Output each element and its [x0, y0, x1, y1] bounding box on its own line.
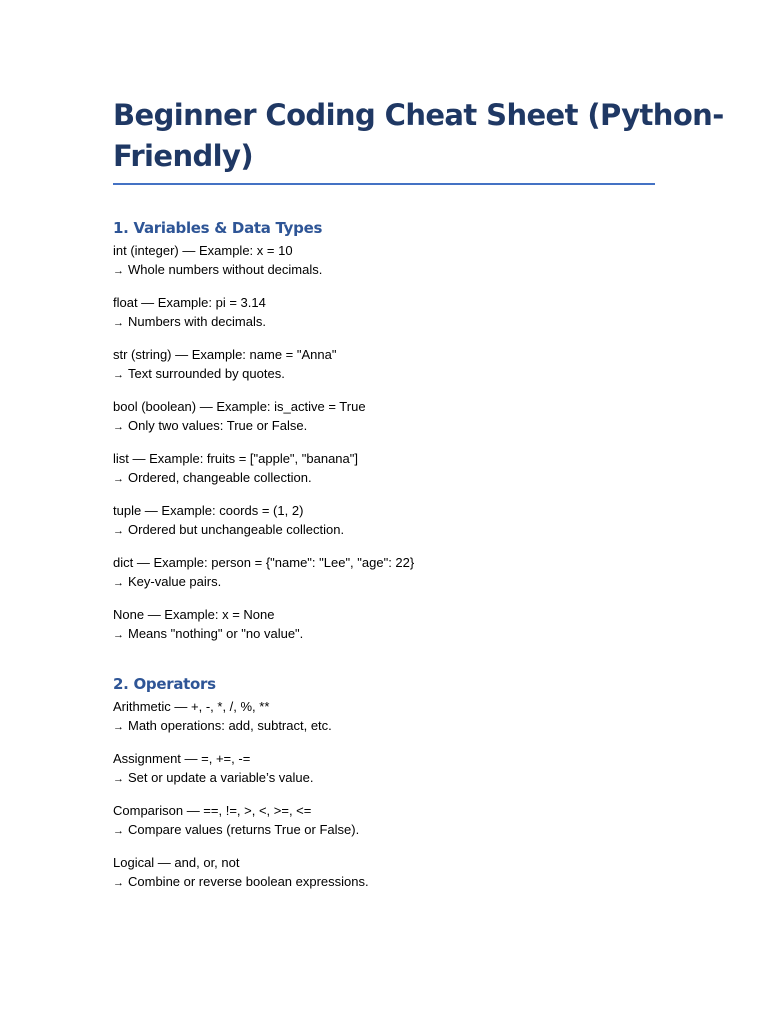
arrow-icon: → [113, 825, 124, 837]
arrow-icon: → [113, 773, 124, 785]
entry-description: Combine or reverse boolean expressions. [128, 874, 369, 889]
entry-term: None — Example: x = None [113, 607, 275, 622]
entry-description: Math operations: add, subtract, etc. [128, 718, 332, 733]
title-divider [113, 183, 655, 185]
entry-description: Means "nothing" or "no value". [128, 626, 304, 641]
entry-description: Set or update a variable’s value. [128, 770, 314, 785]
entry-description: Ordered but unchangeable collection. [128, 522, 345, 537]
section-heading-operators: 2. Operators [113, 675, 216, 693]
entry-tuple [113, 501, 655, 541]
entry-none [113, 605, 655, 645]
entry-term: Assignment — =, +=, -= [113, 751, 251, 766]
entry-term: bool (boolean) — Example: is_active = True [113, 399, 366, 414]
arrow-icon: → [113, 877, 124, 889]
section-variables [113, 241, 655, 645]
entry-description: Only two values: True or False. [128, 418, 308, 433]
entry-term: float — Example: pi = 3.14 [113, 295, 266, 310]
entry-term: Logical — and, or, not [113, 855, 240, 870]
entry-str [113, 345, 655, 385]
entry-description: Numbers with decimals. [128, 314, 266, 329]
entry-bool [113, 397, 655, 437]
entry-description: Text surrounded by quotes. [128, 366, 285, 381]
entry-term: int (integer) — Example: x = 10 [113, 243, 293, 258]
entry-dict [113, 553, 655, 593]
entry-float [113, 293, 655, 333]
arrow-icon: → [113, 317, 124, 329]
arrow-icon: → [113, 629, 124, 641]
entry-term: list — Example: fruits = ["apple", "banana"] [113, 451, 358, 466]
entry-assignment [113, 749, 655, 789]
entry-term: str (string) — Example: name = "Anna" [113, 347, 337, 362]
entry-logical [113, 853, 655, 893]
page-title-line-1: Beginner Coding Cheat Sheet (Python- [113, 98, 724, 132]
entry-term: Comparison — ==, !=, >, <, >=, <= [113, 803, 312, 818]
arrow-icon: → [113, 525, 124, 537]
entry-term: Arithmetic — +, -, *, /, %, ** [113, 699, 270, 714]
arrow-icon: → [113, 265, 124, 277]
arrow-icon: → [113, 473, 124, 485]
arrow-icon: → [113, 421, 124, 433]
page-title [113, 95, 724, 183]
entry-description: Whole numbers without decimals. [128, 262, 323, 277]
entry-term: dict — Example: person = {"name": "Lee", "age": 22} [113, 555, 415, 570]
section-heading-variables: 1. Variables & Data Types [113, 219, 323, 237]
entry-arithmetic [113, 697, 655, 737]
entry-term: tuple — Example: coords = (1, 2) [113, 503, 304, 518]
entry-description: Key-value pairs. [128, 574, 222, 589]
document-page [113, 95, 724, 893]
entry-int [113, 241, 655, 281]
arrow-icon: → [113, 577, 124, 589]
page-title-line-2: Friendly) [113, 139, 253, 173]
entry-list [113, 449, 655, 489]
arrow-icon: → [113, 369, 124, 381]
entry-description: Ordered, changeable collection. [128, 470, 312, 485]
entry-comparison [113, 801, 655, 841]
arrow-icon: → [113, 721, 124, 733]
section-operators [113, 697, 655, 893]
entry-description: Compare values (returns True or False). [128, 822, 360, 837]
